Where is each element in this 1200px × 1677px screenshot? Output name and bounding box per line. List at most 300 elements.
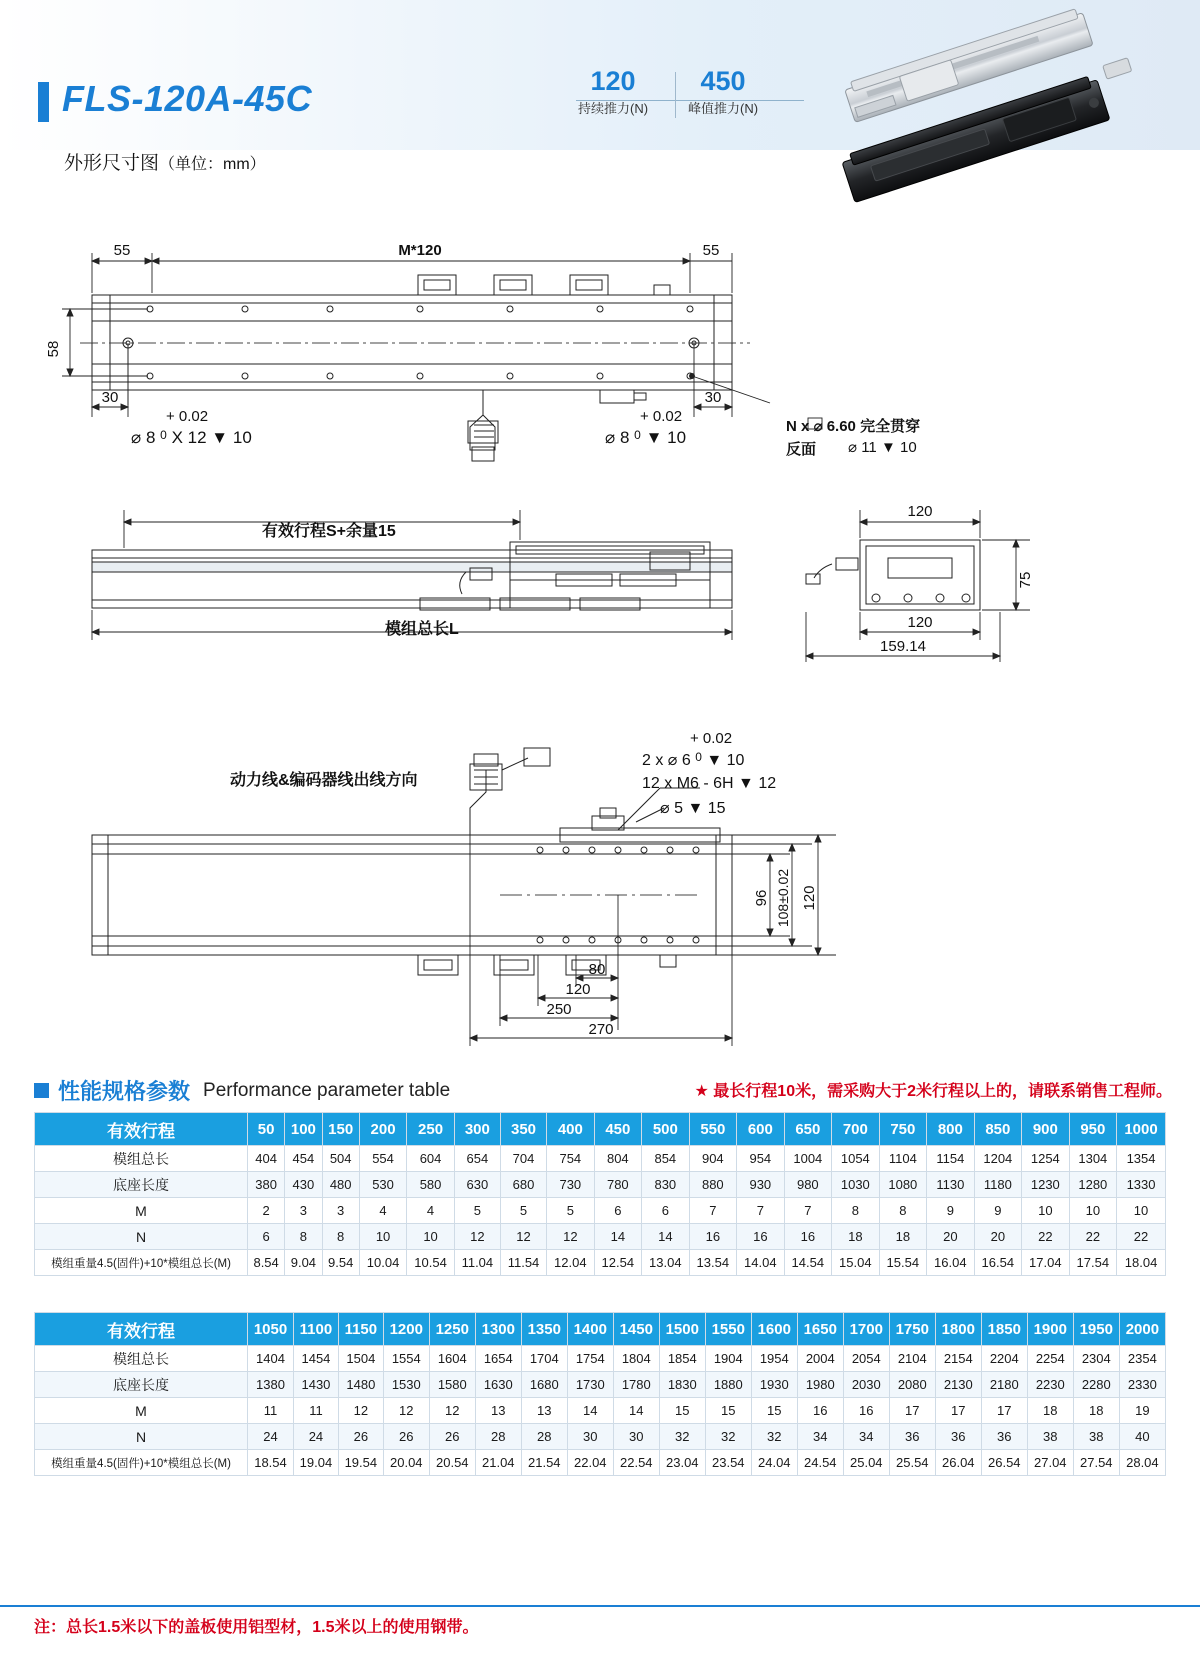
table-cell: 1204 xyxy=(974,1146,1022,1172)
table-cell: 14 xyxy=(613,1398,659,1424)
table-cell: 1404 xyxy=(248,1346,294,1372)
table-cell: 1580 xyxy=(429,1372,475,1398)
bore-left-tolerance-plus: + 0.02 xyxy=(166,408,209,425)
end-view-dim-120-top: 120 xyxy=(907,503,933,520)
table-row xyxy=(35,1172,1166,1198)
table-cell: 554 xyxy=(359,1146,407,1172)
table-cell: 1604 xyxy=(429,1346,475,1372)
table-cell: 32 xyxy=(705,1424,751,1450)
table-cell: 1704 xyxy=(521,1346,567,1372)
table-cell: 15 xyxy=(659,1398,705,1424)
table-cell: 28 xyxy=(475,1424,521,1450)
table-cell: 11.54 xyxy=(500,1250,546,1276)
dim-120-height: 120 xyxy=(801,885,818,911)
table-cell: 26 xyxy=(429,1424,475,1450)
row-label: N xyxy=(35,1424,248,1450)
table-cell: 10.04 xyxy=(359,1250,407,1276)
table-cell: 14.04 xyxy=(737,1250,785,1276)
table-cell: 16 xyxy=(797,1398,843,1424)
table-cell: 9.54 xyxy=(322,1250,359,1276)
table-cell: 8 xyxy=(832,1198,880,1224)
table-cell: 1880 xyxy=(705,1372,751,1398)
table-cell: 14.54 xyxy=(784,1250,832,1276)
force-peak-label: 峰值推力(N) xyxy=(688,101,759,116)
performance-heading xyxy=(34,1075,450,1106)
thread-depth: 12 xyxy=(758,775,777,792)
table-cell: 11 xyxy=(248,1398,294,1424)
table-cell: 30 xyxy=(613,1424,659,1450)
table-cell: 17 xyxy=(889,1398,935,1424)
bore-right-depth: 10 xyxy=(667,428,687,447)
table-cell: 15.04 xyxy=(832,1250,880,1276)
table-cell: 1004 xyxy=(784,1146,832,1172)
table-cell: 22 xyxy=(1069,1224,1117,1250)
force-divider xyxy=(675,72,676,118)
table-row xyxy=(35,1424,1166,1450)
row-label: M xyxy=(35,1198,248,1224)
table-cell: 2330 xyxy=(1119,1372,1165,1398)
column-header: 800 xyxy=(927,1113,975,1146)
depth-symbol-back: ▼ xyxy=(880,439,896,456)
table-cell: 8.54 xyxy=(248,1250,285,1276)
table-cell: 28.04 xyxy=(1119,1450,1165,1476)
table-cell: 18 xyxy=(832,1224,880,1250)
table-cell: 34 xyxy=(843,1424,889,1450)
force-peak-value: 450 xyxy=(700,66,746,96)
table-cell: 10 xyxy=(1117,1198,1166,1224)
table-cell: 2230 xyxy=(1027,1372,1073,1398)
table-cell: 16 xyxy=(784,1224,832,1250)
back-hole-dia: ⌀ 11 xyxy=(848,439,877,456)
table-cell: 1854 xyxy=(659,1346,705,1372)
table-cell: 780 xyxy=(594,1172,642,1198)
row-label: N xyxy=(35,1224,248,1250)
end-view-dim-159: 159.14 xyxy=(880,638,926,655)
table-cell: 1280 xyxy=(1069,1172,1117,1198)
title-accent-bar xyxy=(38,82,49,122)
column-header: 1200 xyxy=(383,1313,429,1346)
table-cell: 704 xyxy=(500,1146,546,1172)
table-cell: 530 xyxy=(359,1172,407,1198)
table-cell: 18 xyxy=(879,1224,927,1250)
back-note: 反面 xyxy=(786,441,817,458)
row-label: 有效行程 xyxy=(35,1113,248,1146)
table-cell: 20.54 xyxy=(429,1450,475,1476)
performance-table-2 xyxy=(34,1312,1166,1476)
table-cell: 654 xyxy=(454,1146,500,1172)
table-cell: 980 xyxy=(784,1172,832,1198)
column-header: 750 xyxy=(879,1113,927,1146)
table-row xyxy=(35,1146,1166,1172)
column-header: 450 xyxy=(594,1113,642,1146)
column-header: 1700 xyxy=(843,1313,889,1346)
table-cell: 26 xyxy=(338,1424,383,1450)
table-cell: 22 xyxy=(1022,1224,1070,1250)
table-row xyxy=(35,1198,1166,1224)
column-header: 1750 xyxy=(889,1313,935,1346)
table-cell: 2304 xyxy=(1073,1346,1119,1372)
page-header xyxy=(0,0,1200,174)
dim-270: 270 xyxy=(588,1021,614,1038)
table-cell: 2 xyxy=(248,1198,285,1224)
table-cell: 11 xyxy=(294,1398,339,1424)
column-header: 100 xyxy=(285,1113,322,1146)
bore-2x-depth: 10 xyxy=(726,752,745,769)
table-cell: 20 xyxy=(927,1224,975,1250)
column-header: 1550 xyxy=(705,1313,751,1346)
table-cell: 804 xyxy=(594,1146,642,1172)
table-cell: 854 xyxy=(642,1146,690,1172)
column-header: 250 xyxy=(407,1113,455,1146)
pilot-depth: 15 xyxy=(707,800,726,817)
table-cell: 9 xyxy=(974,1198,1022,1224)
table-cell: 930 xyxy=(737,1172,785,1198)
bottom-view-drawing xyxy=(0,730,1200,1060)
table-cell: 7 xyxy=(784,1198,832,1224)
table-cell: 25.04 xyxy=(843,1450,889,1476)
table-cell: 1754 xyxy=(567,1346,613,1372)
dim-108: 108±0.02 xyxy=(775,868,791,928)
table-cell: 880 xyxy=(689,1172,737,1198)
table-cell: 10 xyxy=(1022,1198,1070,1224)
depth-symbol-pilot: ▼ xyxy=(687,800,704,817)
table-cell: 27.54 xyxy=(1073,1450,1119,1476)
bottom-bore-spec xyxy=(642,750,744,770)
table-cell: 27.04 xyxy=(1027,1450,1073,1476)
top-view-drawing xyxy=(0,235,1200,495)
table-cell: 12.54 xyxy=(594,1250,642,1276)
table-cell: 1304 xyxy=(1069,1146,1117,1172)
table-cell: 6 xyxy=(642,1198,690,1224)
bore-left-dia: ⌀ 8 xyxy=(131,428,156,447)
table-cell: 8 xyxy=(285,1224,322,1250)
subtitle-cn: 外形尺寸图 xyxy=(64,153,160,174)
table-cell: 1930 xyxy=(751,1372,797,1398)
depth-symbol-left: ▼ xyxy=(211,428,229,447)
column-header: 1450 xyxy=(613,1313,659,1346)
table-cell: 1380 xyxy=(248,1372,294,1398)
footer-note: 注：总长1.5米以下的盖板使用铝型材，1.5米以上的使用钢带。 xyxy=(34,1619,479,1636)
side-view-drawing xyxy=(0,500,1200,720)
table-cell: 1954 xyxy=(751,1346,797,1372)
table-cell: 1504 xyxy=(338,1346,383,1372)
table-cell: 1904 xyxy=(705,1346,751,1372)
force-continuous-value: 120 xyxy=(590,66,636,96)
table-cell: 40 xyxy=(1119,1424,1165,1450)
table-cell: 1554 xyxy=(383,1346,429,1372)
bore-right-tolerance-plus: + 0.02 xyxy=(640,408,683,425)
column-header: 600 xyxy=(737,1113,785,1146)
dim-pitch: M*120 xyxy=(398,242,442,259)
dim-30-left: 30 xyxy=(101,389,119,406)
table-cell: 754 xyxy=(547,1146,595,1172)
column-header: 850 xyxy=(974,1113,1022,1146)
table-cell: 22 xyxy=(1117,1224,1166,1250)
table-cell: 1830 xyxy=(659,1372,705,1398)
table-cell: 1130 xyxy=(927,1172,975,1198)
table-cell: 1780 xyxy=(613,1372,659,1398)
table-row xyxy=(35,1398,1166,1424)
column-header: 1050 xyxy=(248,1313,294,1346)
end-view-dim-75: 75 xyxy=(1017,571,1034,589)
bore-right-spec xyxy=(605,428,686,448)
table-cell: 580 xyxy=(407,1172,455,1198)
table-cell: 22.04 xyxy=(567,1450,613,1476)
table-cell: 1154 xyxy=(927,1146,975,1172)
table-cell: 13 xyxy=(521,1398,567,1424)
table-cell: 24 xyxy=(248,1424,294,1450)
table-cell: 19.54 xyxy=(338,1450,383,1476)
page-title: FLS-120A-45C xyxy=(62,78,313,119)
table-cell: 16 xyxy=(737,1224,785,1250)
column-header: 2000 xyxy=(1119,1313,1165,1346)
table-cell: 1680 xyxy=(521,1372,567,1398)
column-header: 1850 xyxy=(981,1313,1027,1346)
table-cell: 1630 xyxy=(475,1372,521,1398)
table-cell: 23.54 xyxy=(705,1450,751,1476)
table-cell: 38 xyxy=(1073,1424,1119,1450)
table-cell: 17.04 xyxy=(1022,1250,1070,1276)
row-label: 模组重量4.5(固件)+10*模组总长(M) xyxy=(35,1250,248,1276)
table-cell: 26 xyxy=(383,1424,429,1450)
column-header: 1800 xyxy=(935,1313,981,1346)
table-cell: 18.54 xyxy=(248,1450,294,1476)
table-cell: 1080 xyxy=(879,1172,927,1198)
table-cell: 1054 xyxy=(832,1146,880,1172)
bottom-tol-zero: 0 xyxy=(695,750,702,764)
table-cell: 904 xyxy=(689,1146,737,1172)
table-cell: 680 xyxy=(500,1172,546,1198)
row-label: 模组重量4.5(固件)+10*模组总长(M) xyxy=(35,1450,248,1476)
dimension-drawings xyxy=(0,150,1200,1040)
table-cell: 3 xyxy=(322,1198,359,1224)
force-peak-block xyxy=(688,66,758,117)
table-cell: 1654 xyxy=(475,1346,521,1372)
force-peak-underline xyxy=(680,100,804,101)
table-cell: 32 xyxy=(659,1424,705,1450)
table-cell: 454 xyxy=(285,1146,322,1172)
performance-note: ★ 最长行程10米，需采购大于2米行程以上的，请联系销售工程师。 xyxy=(694,1083,1172,1100)
table-cell: 1030 xyxy=(832,1172,880,1198)
bore-right-dia: ⌀ 8 xyxy=(605,428,630,447)
table-cell: 15 xyxy=(751,1398,797,1424)
table-cell: 5 xyxy=(454,1198,500,1224)
column-header: 1600 xyxy=(751,1313,797,1346)
row-label: M xyxy=(35,1398,248,1424)
stroke-label: 有效行程S+余量15 xyxy=(262,523,396,540)
section-marker-icon xyxy=(34,1083,49,1098)
column-header: 950 xyxy=(1069,1113,1117,1146)
table-cell: 1730 xyxy=(567,1372,613,1398)
table-cell: 17 xyxy=(935,1398,981,1424)
performance-table-1 xyxy=(34,1112,1166,1276)
table-cell: 2154 xyxy=(935,1346,981,1372)
column-header: 1250 xyxy=(429,1313,475,1346)
table-header-row xyxy=(35,1113,1166,1146)
table-cell: 18.04 xyxy=(1117,1250,1166,1276)
table-cell: 13.04 xyxy=(642,1250,690,1276)
table-cell: 15 xyxy=(705,1398,751,1424)
table-cell: 16.54 xyxy=(974,1250,1022,1276)
table-cell: 6 xyxy=(594,1198,642,1224)
table-cell: 10 xyxy=(407,1224,455,1250)
row-label: 底座长度 xyxy=(35,1372,248,1398)
table-cell: 20 xyxy=(974,1224,1022,1250)
back-hole-spec xyxy=(848,438,917,456)
column-header: 1300 xyxy=(475,1313,521,1346)
table-cell: 36 xyxy=(889,1424,935,1450)
footer-divider xyxy=(0,1605,1200,1607)
table-cell: 19.04 xyxy=(294,1450,339,1476)
table-cell: 17.54 xyxy=(1069,1250,1117,1276)
table-cell: 21.04 xyxy=(475,1450,521,1476)
table-cell: 36 xyxy=(981,1424,1027,1450)
table-cell: 23.04 xyxy=(659,1450,705,1476)
table-cell: 20.04 xyxy=(383,1450,429,1476)
column-header: 350 xyxy=(500,1113,546,1146)
table-cell: 1254 xyxy=(1022,1146,1070,1172)
force-continuous-label: 持续推力(N) xyxy=(578,101,649,116)
table-cell: 630 xyxy=(454,1172,500,1198)
table-cell: 1530 xyxy=(383,1372,429,1398)
table-cell: 2180 xyxy=(981,1372,1027,1398)
table-cell: 10 xyxy=(1069,1198,1117,1224)
dim-55-left: 55 xyxy=(113,242,131,259)
bore-left-depth: 10 xyxy=(232,428,252,447)
table-cell: 830 xyxy=(642,1172,690,1198)
table-cell: 1180 xyxy=(974,1172,1022,1198)
table-cell: 2354 xyxy=(1119,1346,1165,1372)
column-header: 400 xyxy=(547,1113,595,1146)
table-cell: 10 xyxy=(359,1224,407,1250)
table-cell: 404 xyxy=(248,1146,285,1172)
bore-left-tol-zero: 0 xyxy=(160,428,167,442)
table-cell: 12 xyxy=(547,1224,595,1250)
row-label: 有效行程 xyxy=(35,1313,248,1346)
table-row xyxy=(35,1250,1166,1276)
thread-label: 12 x M6 - 6H xyxy=(642,775,734,792)
table-cell: 34 xyxy=(797,1424,843,1450)
column-header: 500 xyxy=(642,1113,690,1146)
table-cell: 7 xyxy=(737,1198,785,1224)
table-row xyxy=(35,1450,1166,1476)
table-cell: 1454 xyxy=(294,1346,339,1372)
table-cell: 21.54 xyxy=(521,1450,567,1476)
hole-note: N x ⌀ 6.60 完全贯穿 xyxy=(786,418,921,435)
depth-symbol-right: ▼ xyxy=(645,428,663,447)
column-header: 650 xyxy=(784,1113,832,1146)
table-row xyxy=(35,1224,1166,1250)
table-cell: 32 xyxy=(751,1424,797,1450)
table-cell: 954 xyxy=(737,1146,785,1172)
column-header: 300 xyxy=(454,1113,500,1146)
table-cell: 18 xyxy=(1073,1398,1119,1424)
table-cell: 16 xyxy=(843,1398,889,1424)
pilot-spec xyxy=(660,798,726,818)
table-cell: 2130 xyxy=(935,1372,981,1398)
table-cell: 16.04 xyxy=(927,1250,975,1276)
table-cell: 1980 xyxy=(797,1372,843,1398)
column-header: 150 xyxy=(322,1113,359,1146)
column-header: 200 xyxy=(359,1113,407,1146)
table-cell: 14 xyxy=(642,1224,690,1250)
column-header: 1000 xyxy=(1117,1113,1166,1146)
table-cell: 24.54 xyxy=(797,1450,843,1476)
table-cell: 5 xyxy=(500,1198,546,1224)
table-cell: 24 xyxy=(294,1424,339,1450)
table-cell: 6 xyxy=(248,1224,285,1250)
column-header: 550 xyxy=(689,1113,737,1146)
table-cell: 604 xyxy=(407,1146,455,1172)
table-cell: 18 xyxy=(1027,1398,1073,1424)
table-cell: 12 xyxy=(500,1224,546,1250)
table-row xyxy=(35,1372,1166,1398)
bottom-tolerance-plus: + 0.02 xyxy=(690,730,733,747)
table-cell: 1104 xyxy=(879,1146,927,1172)
table-cell: 9.04 xyxy=(285,1250,322,1276)
table-cell: 1430 xyxy=(294,1372,339,1398)
table-row xyxy=(35,1346,1166,1372)
table-cell: 8 xyxy=(879,1198,927,1224)
depth-symbol-thread: ▼ xyxy=(738,775,754,792)
table-cell: 2030 xyxy=(843,1372,889,1398)
subtitle-unit: （单位：mm） xyxy=(159,156,266,173)
column-header: 1150 xyxy=(338,1313,383,1346)
bore-left-x: X 12 xyxy=(171,428,207,447)
table-cell: 2080 xyxy=(889,1372,935,1398)
column-header: 1900 xyxy=(1027,1313,1073,1346)
table-cell: 1480 xyxy=(338,1372,383,1398)
table-cell: 36 xyxy=(935,1424,981,1450)
table-cell: 504 xyxy=(322,1146,359,1172)
dim-58: 58 xyxy=(45,340,62,358)
cable-direction-label: 动力线&编码器线出线方向 xyxy=(230,772,418,789)
table-cell: 28 xyxy=(521,1424,567,1450)
bore-right-tol-zero: 0 xyxy=(634,428,641,442)
column-header: 1950 xyxy=(1073,1313,1119,1346)
table-cell: 26.54 xyxy=(981,1450,1027,1476)
bore-left-spec xyxy=(131,428,252,448)
total-length-label: 模组总长L xyxy=(385,621,459,638)
pilot-dia: ⌀ 5 xyxy=(660,800,683,817)
table-cell: 9 xyxy=(927,1198,975,1224)
table-cell: 25.54 xyxy=(889,1450,935,1476)
column-header: 1100 xyxy=(294,1313,339,1346)
column-header: 1650 xyxy=(797,1313,843,1346)
row-label: 模组总长 xyxy=(35,1346,248,1372)
column-header: 1400 xyxy=(567,1313,613,1346)
table-cell: 430 xyxy=(285,1172,322,1198)
dim-80: 80 xyxy=(588,961,606,978)
table-cell: 7 xyxy=(689,1198,737,1224)
table-cell: 380 xyxy=(248,1172,285,1198)
table-cell: 2280 xyxy=(1073,1372,1119,1398)
performance-title-cn: 性能规格参数 xyxy=(58,1079,191,1104)
table-cell: 11.04 xyxy=(454,1250,500,1276)
table-cell: 12.04 xyxy=(547,1250,595,1276)
table-cell: 1330 xyxy=(1117,1172,1166,1198)
table-cell: 15.54 xyxy=(879,1250,927,1276)
force-continuous-block xyxy=(578,66,648,117)
dim-96: 96 xyxy=(753,889,770,907)
table-cell: 17 xyxy=(981,1398,1027,1424)
table-cell: 14 xyxy=(594,1224,642,1250)
table-cell: 22.54 xyxy=(613,1450,659,1476)
table-header-row xyxy=(35,1313,1166,1346)
table-cell: 12 xyxy=(454,1224,500,1250)
column-header: 50 xyxy=(248,1113,285,1146)
column-header: 1350 xyxy=(521,1313,567,1346)
